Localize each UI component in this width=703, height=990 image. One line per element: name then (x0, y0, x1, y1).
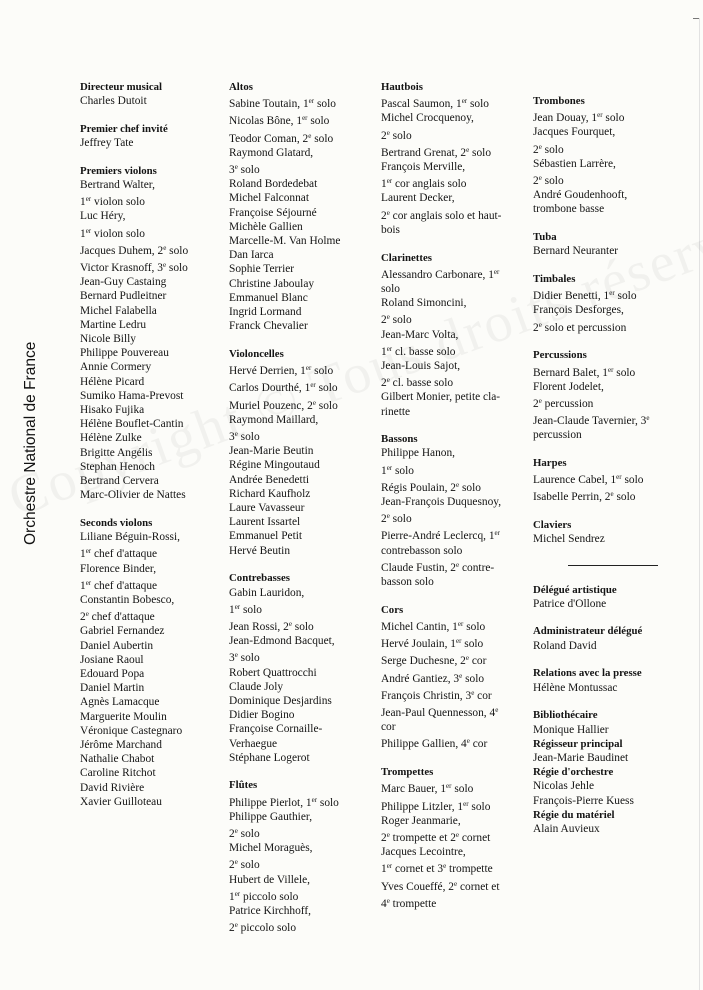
member-line: 1er cornet et 3e trompette (381, 862, 493, 876)
member-line: 2e solo (381, 128, 412, 142)
member-line: Sophie Terrier (229, 263, 295, 276)
member-line: Dan Iarca (229, 249, 274, 262)
section-heading: Trombones (533, 95, 585, 107)
member-line: Jean-François Duquesnoy, (381, 496, 502, 509)
member-line: Hervé Derrien, 1er solo (229, 364, 334, 378)
column-1 (80, 80, 220, 823)
member-line: Véronique Castegnaro (80, 724, 183, 737)
member-line: Nathalie Chabot (80, 753, 155, 766)
section-trompettes (381, 765, 526, 911)
member-line: trombone basse (533, 203, 605, 216)
member-line: Laure Vavasseur (229, 501, 305, 514)
member-line: Xavier Guilloteau (80, 795, 162, 808)
section-heading: Régie d'orchestre (533, 766, 614, 779)
column-4 (533, 80, 673, 850)
member-line: Josiane Raoul (80, 653, 144, 666)
member-line: rinette (381, 405, 411, 418)
section-heading: Régisseur principal (533, 737, 623, 750)
member-line: Françoise Cornaille- (229, 723, 323, 736)
section-divider (568, 565, 658, 566)
section-clarinettes (381, 251, 526, 419)
member-line: Jean-Claude Tavernier, 3e (533, 414, 650, 428)
member-line: Michel Sendrez (533, 533, 605, 546)
member-line: Richard Kaufholz (229, 487, 311, 500)
section-heading: Seconds violons (80, 516, 153, 529)
section-heading: Délégué artistique (533, 583, 617, 596)
member-line: 2e solo et percussion (533, 320, 627, 334)
member-line: cor (381, 721, 396, 734)
member-line: Marc-Olivier de Nattes (80, 489, 186, 502)
member-line: Pascal Saumon, 1er solo (381, 97, 489, 111)
member-line: Jacques Fourquet, (533, 126, 616, 139)
section-tuba (533, 230, 673, 258)
member-line: Florent Jodelet, (533, 380, 604, 393)
section-delegue-artistique (533, 583, 673, 611)
member-line: Didier Bogino (229, 709, 295, 722)
member-line: Robert Quattrocchi (229, 666, 317, 679)
member-line: Michel Moraguès, (229, 842, 313, 855)
member-line: Luc Héry, (80, 210, 126, 223)
member-line: Serge Duchesne, 2e cor (381, 654, 487, 668)
section-heading: Directeur musical (80, 81, 163, 93)
section-heading: Relations avec la presse (533, 667, 642, 680)
section-heading: Trompettes (381, 766, 434, 779)
member-line: Sébastien Larrère, (533, 157, 616, 170)
member-line: Muriel Pouzenc, 2e solo (229, 398, 338, 412)
member-line: Jean-Marie Beutin (229, 445, 314, 458)
member-line: Agnès Lamacque (80, 696, 160, 709)
member-line: Michel Falconnat (229, 192, 310, 205)
member-line: Jean-Louis Sajot, (381, 359, 461, 372)
member-line: basson solo (381, 576, 434, 589)
section-heading: Altos (229, 81, 253, 93)
member-line: 3e solo (229, 429, 260, 443)
member-line: Stéphane Logerot (229, 751, 310, 764)
member-line: David Rivière (80, 781, 145, 794)
section-heading: Flûtes (229, 779, 258, 792)
section-seconds-violons (80, 516, 220, 809)
member-line: Alain Auvieux (533, 822, 600, 835)
member-line: Bertrand Grenat, 2e solo (381, 145, 492, 159)
member-line: Laurent Decker, (381, 192, 455, 205)
member-line: 1er chef d'attaque (80, 578, 158, 592)
section-violoncelles (229, 347, 374, 558)
section-heading: Percussions (533, 349, 587, 362)
member-line: Emmanuel Petit (229, 530, 303, 543)
member-line: François Desforges, (533, 304, 624, 317)
member-line: Philippe Litzler, 1er solo (381, 799, 491, 813)
member-line: Jean-Marie Baudinet (533, 751, 629, 764)
member-line: Claude Joly (229, 680, 284, 693)
member-line: Philippe Gauthier, (229, 810, 313, 823)
member-line: Gilbert Monier, petite cla- (381, 391, 501, 404)
member-line: André Gantiez, 3e solo (381, 671, 485, 685)
member-line: 1er cor anglais solo (381, 177, 467, 191)
member-line: 4e trompette (381, 896, 437, 910)
member-line: Bertrand Walter, (80, 179, 155, 192)
member-line: Stephan Henoch (80, 460, 155, 473)
member-line: 2e solo (381, 512, 412, 526)
member-line: 2e solo (533, 174, 564, 188)
member-line: Daniel Aubertin (80, 639, 154, 652)
member-line: Laurent Issartel (229, 516, 301, 529)
member-line: 2e solo (381, 313, 412, 327)
member-line: 1er chef d'attaque (80, 547, 158, 561)
member-line: 2e percussion (533, 396, 594, 410)
section-cors (381, 603, 526, 752)
member-line: 2e solo (533, 142, 564, 156)
member-line: Christine Jaboulay (229, 277, 315, 290)
member-line: Nicole Billy (80, 333, 136, 346)
section-regisseur-principal (533, 737, 673, 765)
section-bassons (381, 432, 526, 589)
member-line: 2e solo (229, 827, 260, 841)
section-directeur-musical (80, 80, 220, 108)
section-heading: Timbales (533, 273, 576, 286)
member-line: Gabriel Fernandez (80, 625, 165, 638)
section-harpes (533, 456, 673, 505)
member-line: Hélène Montussac (533, 681, 618, 694)
member-line: Didier Benetti, 1er solo (533, 289, 637, 303)
member-line: Carlos Dourthé, 1er solo (229, 381, 338, 395)
member-line: Philippe Gallien, 4e cor (381, 737, 488, 751)
member-line: Jean-Guy Castaing (80, 276, 167, 289)
member-line: Hubert de Villele, (229, 873, 311, 886)
member-line: Régine Mingoutaud (229, 459, 320, 472)
section-heading: Régie du matériel (533, 808, 615, 821)
member-line: Françoise Séjourné (229, 206, 317, 219)
member-line: 2e cl. basse solo (381, 376, 454, 390)
member-line: 1er violon solo (80, 226, 145, 240)
member-line: Hervé Joulain, 1er solo (381, 637, 484, 651)
member-line: Marc Bauer, 1er solo (381, 782, 474, 796)
section-premiers-violons (80, 164, 220, 503)
member-line: Bernard Balet, 1er solo (533, 365, 636, 379)
member-line: Charles Dutoit (80, 95, 147, 108)
member-line: Raymond Glatard, (229, 146, 314, 159)
member-line: Patrice d'Ollone (533, 597, 607, 610)
member-line: André Goudenhooft, (533, 189, 628, 202)
member-line: Michel Falabella (80, 304, 157, 317)
member-line: Monique Hallier (533, 723, 609, 736)
member-line: Marguerite Moulin (80, 710, 167, 723)
member-line: François Merville, (381, 161, 466, 174)
section-heading: Violoncelles (229, 347, 284, 360)
section-heading: Clarinettes (381, 251, 432, 264)
member-line: Edouard Popa (80, 668, 145, 681)
member-line: Marcelle-M. Van Holme (229, 235, 341, 248)
column-2 (229, 80, 374, 949)
member-line: Dominique Desjardins (229, 694, 332, 707)
section-trombones (533, 94, 673, 217)
member-line: 1er solo (381, 463, 414, 477)
member-line: Andrée Benedetti (229, 473, 310, 486)
member-line: 1er piccolo solo (229, 889, 299, 903)
member-line: Nicolas Jehle (533, 780, 595, 793)
member-line: Roland Simoncini, (381, 297, 467, 310)
member-line: Philippe Hanon, (381, 447, 456, 460)
member-line: 1er cl. basse solo (381, 344, 456, 358)
section-contrebasses (229, 571, 374, 765)
section-administrateur-delegue (533, 624, 673, 652)
section-premier-chef-invite (80, 122, 220, 150)
member-line: Roland Bordedebat (229, 178, 318, 191)
member-line: Sabine Toutain, 1er solo (229, 97, 336, 111)
section-heading: Premier chef invité (80, 122, 168, 135)
member-line: 2e cor anglais solo et haut- (381, 208, 502, 222)
member-line: Laurence Cabel, 1er solo (533, 473, 644, 487)
member-line: Isabelle Perrin, 2e solo (533, 490, 636, 504)
section-heading: Bassons (381, 433, 418, 446)
section-heading: Harpes (533, 457, 567, 470)
member-line: 2e trompette et 2e cornet (381, 830, 491, 844)
section-heading: Claviers (533, 519, 572, 532)
member-line: Michèle Gallien (229, 220, 303, 233)
member-line: Verhaegue (229, 737, 278, 750)
member-line: Jérôme Marchand (80, 739, 162, 752)
section-percussions (533, 348, 673, 442)
section-regie-d-orchestre (533, 765, 673, 808)
member-line: Jean-Edmond Bacquet, (229, 635, 335, 648)
member-line: Hélène Bouflet-Cantin (80, 418, 184, 431)
section-bibliothecaire (533, 708, 673, 736)
orchestra-side-title: Orchestre National de France (22, 341, 39, 545)
member-line: Martine Ledru (80, 318, 147, 331)
member-line: Jean-Paul Quennesson, 4e (381, 706, 499, 720)
member-line: Ingrid Lormand (229, 306, 302, 319)
section-heading: Bibliothécaire (533, 709, 598, 722)
member-line: Jean-Marc Volta, (381, 328, 459, 341)
member-line: Florence Binder, (80, 562, 157, 575)
member-line: bois (381, 223, 400, 236)
member-line: 1er violon solo (80, 195, 145, 209)
member-line: solo (381, 282, 400, 295)
section-claviers (533, 518, 673, 546)
member-line: 2e solo (229, 858, 260, 872)
section-heading: Administrateur délégué (533, 625, 643, 638)
column-4-top-spacer (533, 80, 673, 94)
member-line: Michel Crocquenoy, (381, 112, 474, 125)
member-line: Bertrand Cervera (80, 475, 159, 488)
member-line: Roland David (533, 639, 597, 652)
section-heading: Premiers violons (80, 164, 157, 177)
member-line: Victor Krasnoff, 3e solo (80, 261, 188, 275)
section-heading: Contrebasses (229, 572, 290, 585)
member-line: Nicolas Bône, 1er solo (229, 114, 330, 128)
member-line: François-Pierre Kuess (533, 794, 634, 807)
member-line: Franck Chevalier (229, 320, 308, 333)
member-line: 2e chef d'attaque (80, 610, 155, 624)
member-line: François Christin, 3e cor (381, 688, 492, 702)
member-line: Hisako Fujika (80, 404, 145, 417)
member-line: Brigitte Angélis (80, 446, 153, 459)
section-timbales (533, 272, 673, 335)
member-line: Philippe Pouvereau (80, 347, 169, 360)
member-line: Yves Coueffé, 2e cornet et (381, 879, 500, 893)
member-line: 1er solo (229, 602, 262, 616)
member-line: Alessandro Carbonare, 1er (381, 267, 500, 281)
section-heading: Cors (381, 603, 404, 616)
section-heading: Tuba (533, 231, 557, 244)
column-3 (381, 80, 526, 924)
page-edge (699, 18, 700, 990)
member-line: Jean Douay, 1er solo (533, 111, 625, 125)
member-line: Sumiko Hama-Prevost (80, 389, 184, 402)
member-line: 3e solo (229, 651, 260, 665)
member-line: Hervé Beutin (229, 544, 291, 557)
member-line: Régis Poulain, 2e solo (381, 480, 481, 494)
member-line: Claude Fustin, 2e contre- (381, 560, 495, 574)
member-line: Patrice Kirchhoff, (229, 905, 312, 918)
member-line: Teodor Coman, 2e solo (229, 131, 334, 145)
member-line: Philippe Pierlot, 1er solo (229, 795, 339, 809)
member-line: Raymond Maillard, (229, 413, 319, 426)
member-line: Annie Cormery (80, 361, 152, 374)
member-line: Gabin Lauridon, (229, 586, 305, 599)
member-line: Jeffrey Tate (80, 137, 134, 150)
member-line: Hélène Picard (80, 375, 145, 388)
section-relations-avec-la-presse (533, 666, 673, 694)
member-line: Pierre-André Leclercq, 1er (381, 529, 500, 543)
member-line: Caroline Ritchot (80, 767, 156, 780)
section-heading: Hautbois (381, 81, 424, 93)
corner-mark (693, 18, 699, 19)
member-line: 3e solo (229, 163, 260, 177)
section-hautbois (381, 80, 526, 237)
member-line: Bernard Pudleitner (80, 290, 167, 303)
member-line: Jean Rossi, 2e solo (229, 619, 314, 633)
member-line: Jacques Lecointre, (381, 846, 466, 859)
member-line: Bernard Neuranter (533, 245, 619, 258)
member-line: Emmanuel Blanc (229, 291, 308, 304)
member-line: percussion (533, 429, 582, 442)
section-regie-du-materiel (533, 808, 673, 836)
member-line: Michel Cantin, 1er solo (381, 620, 486, 633)
member-line: Jacques Duhem, 2e solo (80, 243, 189, 257)
member-line: Hélène Zulke (80, 432, 142, 445)
section-flutes (229, 778, 374, 935)
member-line: Daniel Martin (80, 682, 145, 695)
member-line: contrebasson solo (381, 544, 463, 557)
member-line: 2e piccolo solo (229, 921, 297, 935)
section-altos (229, 80, 374, 333)
member-line: Liliane Béguin-Rossi, (80, 531, 180, 544)
member-line: Roger Jeanmarie, (381, 814, 461, 827)
member-line: Constantin Bobesco, (80, 594, 175, 606)
